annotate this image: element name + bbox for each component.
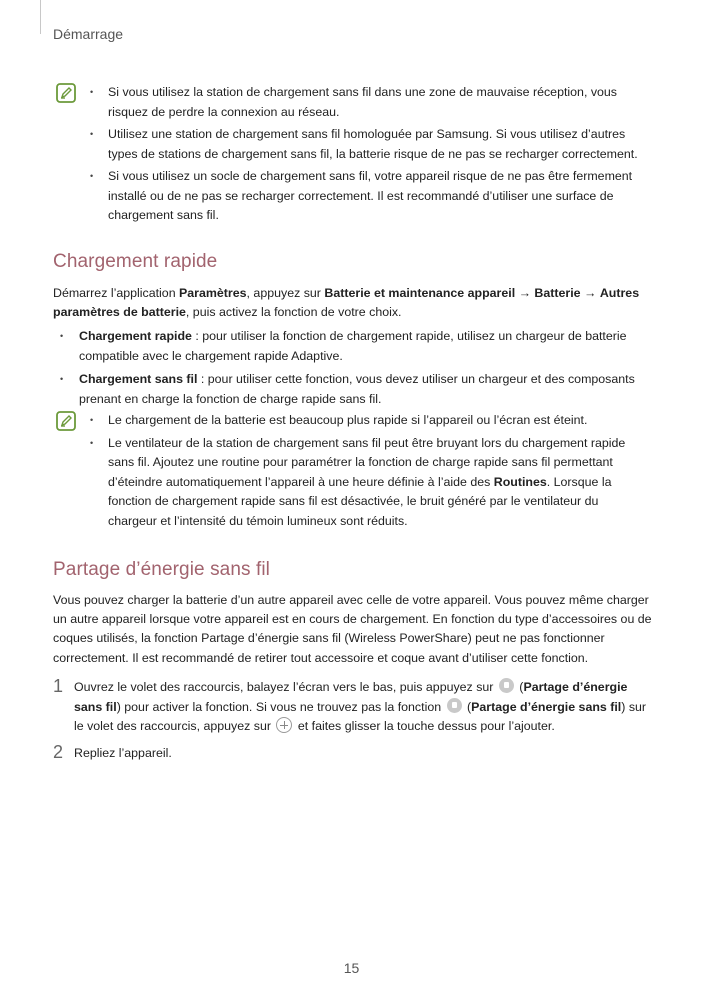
list-item: • Si vous utilisez la station de chargement sans fil dans une zone de mauvaise réception, vous risquez de perdre la connexion au réseau. (108, 83, 650, 122)
option-name: Chargement sans fil (79, 372, 198, 386)
step-number: 2 (53, 742, 64, 762)
note-pencil-icon (56, 83, 76, 103)
step-text-part: ) pour activer la fonction. Si vous ne trouvez pas la fonction (116, 699, 445, 714)
list-item: • Le chargement de la batterie est beaucoup plus rapide si l’appareil ou l’écran est éteint. (108, 411, 650, 431)
list-item (79, 370, 679, 409)
margin-rule (40, 0, 41, 34)
step-text-part: ) sur le volet des raccourcis, appuyez sur (74, 699, 647, 733)
feature-name: Partage d’énergie sans fil (74, 680, 628, 714)
arrow-separator: → (580, 286, 600, 300)
wireless-powershare-icon (499, 678, 514, 693)
section-title-fast-charging: Chargement rapide (53, 251, 218, 272)
note-pencil-icon (56, 411, 76, 431)
step-text-part: ( (463, 699, 472, 714)
arrow-separator: → (515, 286, 535, 300)
intro-text: Démarrez l’application (53, 286, 180, 300)
step-text-part: Ouvrez le volet des raccourcis, balayez l’écran vers le bas, puis appuyez sur (74, 680, 497, 694)
menu-path-other-battery-settings: Autres paramètres de batterie (53, 286, 640, 320)
menu-path-battery: Batterie (534, 286, 581, 300)
note-block-wireless (56, 83, 650, 229)
feature-name: Partage d’énergie sans fil (471, 699, 622, 714)
step-number: 1 (53, 676, 64, 696)
step-text: Repliez l’appareil. (74, 746, 172, 760)
menu-path-settings: Paramètres (179, 286, 247, 300)
wireless-share-intro: Vous pouvez charger la batterie d’un autre appareil avec celle de votre appareil. Vous pouvez même charger un autre appareil lorsque votre appareil est en cours de chargement. En fonction du type d’accessoires ou de coques utilisés, la fonction Partage d’énergie sans fil (Wireless PowerShare) peut ne pas fonctionner correctement. Il est recommandé de retirer tout accessoire et coque avant d’utiliser cette fonction. (53, 593, 652, 665)
intro-text: , appuyez sur (246, 286, 325, 300)
routines-label: Routines (493, 474, 547, 489)
step-1 (53, 678, 653, 737)
option-text: : pour utiliser cette fonction, vous devez utiliser un chargeur et des composants prenant en charge la fonction de charge rapide sans fil. (79, 372, 635, 406)
note-block-fast-charging (56, 411, 650, 534)
intro-text: , puis activez la fonction de votre choix. (185, 305, 402, 320)
page-number: 15 (343, 960, 360, 976)
note-text: . Lorsque la fonction de chargement rapide sans fil est désactivée, le bruit généré par le ventilateur du chargeur et l’intensité du témoin lumineux sont réduits. (108, 474, 612, 528)
option-name: Chargement rapide (79, 329, 192, 343)
fast-charging-options (53, 327, 679, 413)
fast-charging-intro (53, 284, 653, 322)
step-text-part: et faites glisser la touche dessus pour l’ajouter. (294, 719, 555, 733)
list-item (79, 327, 679, 366)
step-text-part: ( (515, 680, 524, 694)
note-text: Le ventilateur de la station de chargement sans fil peut être bruyant lors du chargement rapide sans fil. Ajoutez une routine pour paramétrer la fonction de charge rapide sans fil permettant d’éteindre automatiquement l’appareil à une heure définie à l’aide des (108, 435, 626, 489)
option-text: : pour utiliser la fonction de chargement rapide, utilisez un chargeur de batterie compatible avec le chargement rapide Adaptive. (79, 329, 627, 363)
wireless-powershare-icon (447, 698, 462, 713)
step-2 (53, 744, 653, 764)
running-header: Démarrage (53, 26, 124, 42)
add-plus-icon (276, 717, 292, 733)
menu-path-battery-maintenance: Batterie et maintenance appareil (324, 286, 516, 300)
section-title-wireless-share: Partage d’énergie sans fil (53, 559, 271, 580)
list-item: • Si vous utilisez un socle de chargement sans fil, votre appareil risque de ne pas être fermement installé ou de ne pas se recharger correctement. Il est recommandé d’utiliser une surface de chargement sans fil. (108, 167, 650, 226)
list-item (108, 434, 650, 532)
step-text (74, 678, 653, 737)
list-item: • Utilisez une station de chargement sans fil homologuée par Samsung. Si vous utilisez d’autres types de stations de chargement sans fil, la batterie risque de ne pas se recharger correctement. (108, 125, 650, 164)
